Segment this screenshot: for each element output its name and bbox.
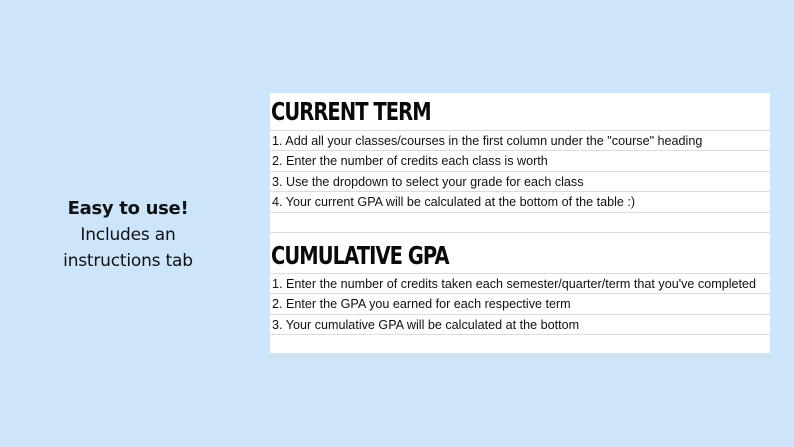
current-term-title: CURRENT TERM [271,97,431,126]
empty-row[interactable] [270,213,770,233]
promo-headline: Easy to use! [67,198,189,219]
instruction-row[interactable]: 1. Add all your classes/courses in the first column under the "course" heading [270,131,770,151]
instruction-row[interactable]: 2. Enter the number of credits each class is worth [270,151,770,171]
instructions-sheet [270,93,770,353]
empty-row[interactable] [270,335,770,355]
instruction-row[interactable]: 3. Your cumulative GPA will be calculated at the bottom [270,315,770,335]
instruction-row[interactable]: 1. Enter the number of credits taken each semester/quarter/term that you've completed [270,274,770,294]
instruction-row[interactable]: 2. Enter the GPA you earned for each respective term [270,294,770,314]
cumulative-gpa-header-row[interactable] [270,233,770,274]
promo-line-1: Includes an [80,225,176,245]
promo-line-2: instructions tab [63,251,193,271]
instruction-row[interactable]: 3. Use the dropdown to select your grade for each class [270,172,770,192]
current-term-header-row[interactable] [270,93,770,131]
instruction-row[interactable]: 4. Your current GPA will be calculated at the bottom of the table :) [270,192,770,212]
cumulative-gpa-title: CUMULATIVE GPA [271,240,449,270]
promo-caption [28,196,228,274]
